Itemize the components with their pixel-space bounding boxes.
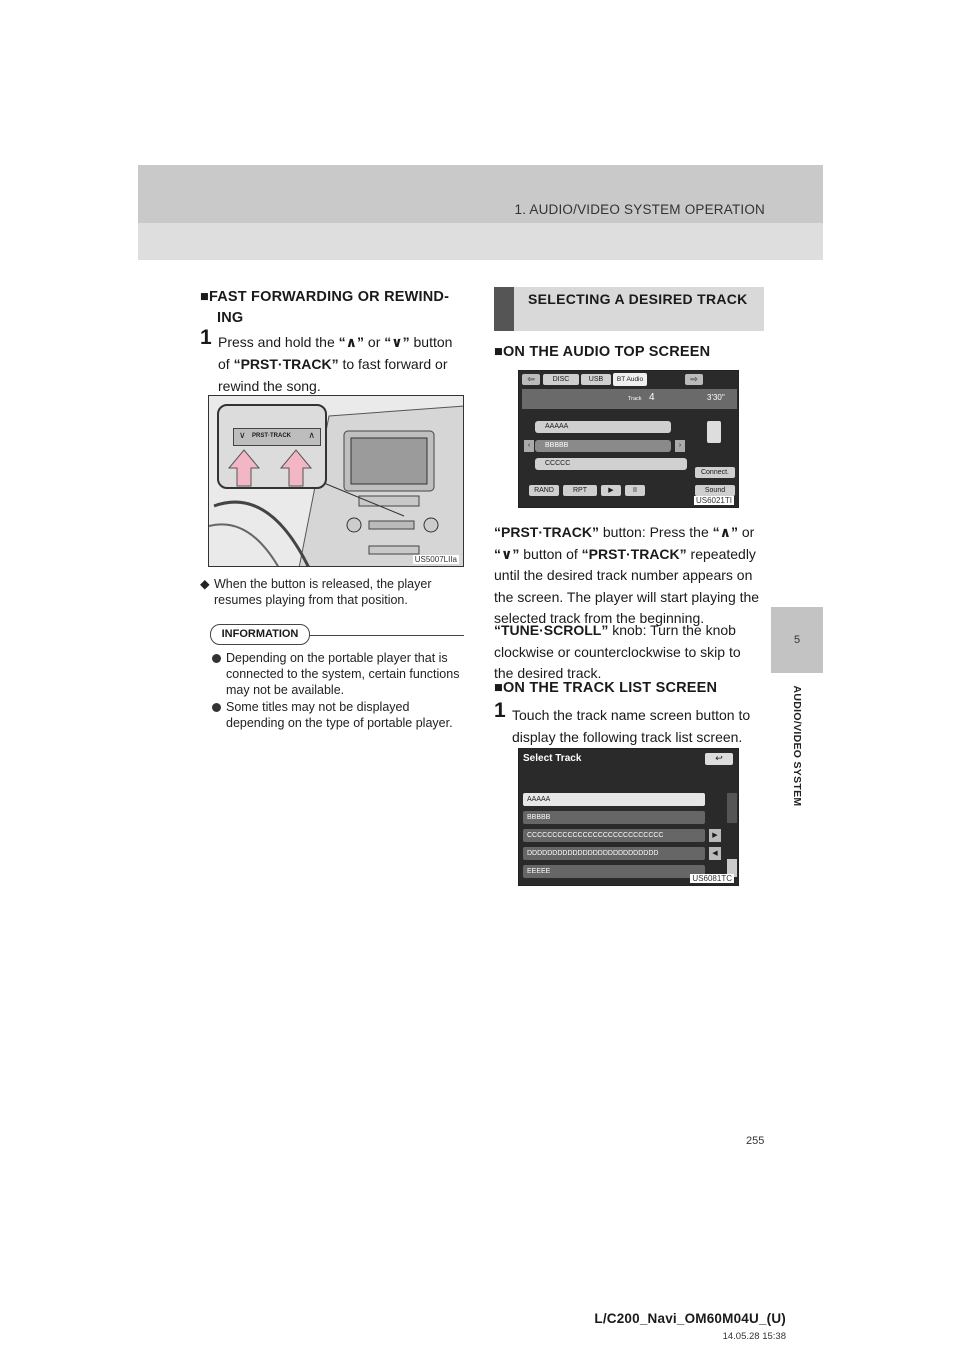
info-text: Depending on the portable player that is connected to the system, certain functions may not be available. (226, 651, 460, 697)
document-timestamp: 14.05.28 15:38 (722, 1331, 786, 1342)
para-line2: “∨” button of “PRST·TRACK” repeatedly (494, 545, 756, 562)
para-line2: clockwise or counterclockwise to skip to (494, 643, 741, 660)
chapter-number: 5 (793, 634, 801, 646)
information-label: INFORMATION (210, 624, 310, 645)
track-list-row[interactable]: BBBBB (523, 811, 705, 824)
section-title: SELECTING A DESIRED TRACK (528, 291, 748, 307)
forward-arrow-icon[interactable]: ⇨ (685, 374, 703, 385)
pause-button[interactable]: II (625, 485, 645, 496)
tab-disc[interactable]: DISC (543, 374, 579, 385)
track-list-row[interactable]: AAAAA (523, 793, 705, 806)
tab-usb[interactable]: USB (581, 374, 611, 385)
para-line1: “TUNE·SCROLL” knob: Turn the knob (494, 622, 736, 638)
panel-label: PRST·TRACK (252, 433, 291, 439)
track-list-row[interactable]: CCCCCCCCCCCCCCCCCCCCCCCCCCC (523, 829, 705, 842)
page-number: 255 (746, 1135, 765, 1147)
track-row-title[interactable]: AAAAA (535, 421, 671, 433)
tab-bt-audio[interactable]: BT Audio (613, 373, 647, 386)
para-line1: “PRST·TRACK” button: Press the “∧” or (494, 524, 755, 540)
prev-chevron-icon[interactable]: ‹ (524, 440, 534, 452)
select-track-title: Select Track (523, 753, 582, 764)
prst-track-panel: ∨ PRST·TRACK ∧ (233, 428, 321, 446)
step-line2: of “PRST·TRACK” to fast forward or (218, 356, 448, 372)
tune-scroll-paragraph (494, 620, 764, 685)
connect-button[interactable]: Connect. (695, 467, 735, 478)
track-time: 3'30" (707, 393, 725, 402)
heading-line2: ING (217, 310, 244, 326)
track-row-album[interactable]: BBBBB (535, 440, 671, 452)
arrow-icons (219, 406, 329, 491)
step-line3: rewind the song. (218, 378, 321, 394)
chapter-tab (771, 607, 823, 673)
document-id: L/C200_Navi_OM60M04U_(U) (594, 1311, 786, 1326)
back-arrow-icon[interactable]: ⇦ (522, 374, 540, 385)
note-text: When the button is released, the player resumes playing from that position. (214, 577, 432, 607)
step-line2: display the following track list screen. (512, 729, 743, 745)
release-note (200, 576, 464, 608)
prst-track-paragraph (494, 522, 764, 630)
right-step-1 (494, 699, 764, 748)
track-list-row[interactable]: EEEEE (523, 865, 705, 878)
heading-track-list: ■ON THE TRACK LIST SCREEN (494, 680, 718, 696)
track-list-row[interactable]: DDDDDDDDDDDDDDDDDDDDDDDDDD (523, 847, 705, 860)
scroll-up-icon[interactable] (727, 793, 737, 823)
info-text: Some titles may not be displayed depending on the type of portable player. (226, 700, 453, 730)
step-number: 1 (200, 326, 212, 349)
header-title: 1. AUDIO/VIDEO SYSTEM OPERATION (514, 202, 765, 217)
header-inner-band (138, 223, 823, 260)
figure-caption: US6081TC (692, 874, 732, 883)
track-list-figure (518, 748, 739, 886)
track-number: 4 (649, 392, 655, 403)
para-line3: the desired track. (494, 665, 602, 681)
sound-button[interactable]: Sound (695, 485, 735, 496)
section-title-bar (494, 287, 514, 331)
figure-caption: US6021TI (695, 496, 732, 505)
bt-device-icon (707, 421, 721, 443)
chapter-label-vertical (771, 673, 823, 819)
para-line3: until the desired track number appears on (494, 567, 753, 583)
track-bar (522, 389, 737, 409)
figure-caption: US5007LIIa (414, 555, 457, 564)
bullet-icon (212, 654, 221, 663)
rpt-button[interactable]: RPT (563, 485, 597, 496)
track-label: Track (628, 396, 642, 402)
play-button[interactable]: ▶ (601, 485, 621, 496)
header-band (138, 165, 823, 260)
left-step-1 (200, 326, 464, 397)
heading-fast-forward (200, 287, 449, 329)
return-icon[interactable]: ↩ (705, 753, 733, 765)
para-line4: the screen. The player will start playing the (494, 588, 760, 605)
button-callout (217, 404, 327, 489)
rand-button[interactable]: RAND (529, 485, 559, 496)
audio-top-screen-figure (518, 370, 739, 508)
step-number: 1 (494, 699, 506, 722)
para-line5: selected track from the beginning. (494, 610, 705, 626)
heading-line1: ■FAST FORWARDING OR REWIND- (200, 289, 450, 305)
chapter-label: AUDIO/VIDEO SYSTEM (791, 685, 803, 807)
play-row-icon[interactable]: ▶ (709, 829, 721, 842)
dashboard-figure (208, 395, 464, 567)
heading-audio-top: ■ON THE AUDIO TOP SCREEN (494, 344, 711, 360)
diamond-bullet-icon: ◆ (200, 577, 210, 591)
back-row-icon[interactable]: ◀ (709, 847, 721, 860)
section-title-box (494, 287, 764, 331)
next-chevron-icon[interactable]: › (675, 440, 685, 452)
step-line1: Touch the track name screen button to (512, 707, 751, 723)
step-line1: Press and hold the “∧” or “∨” button (218, 334, 453, 350)
bullet-icon (212, 703, 221, 712)
track-row-artist[interactable]: CCCCC (535, 458, 687, 470)
